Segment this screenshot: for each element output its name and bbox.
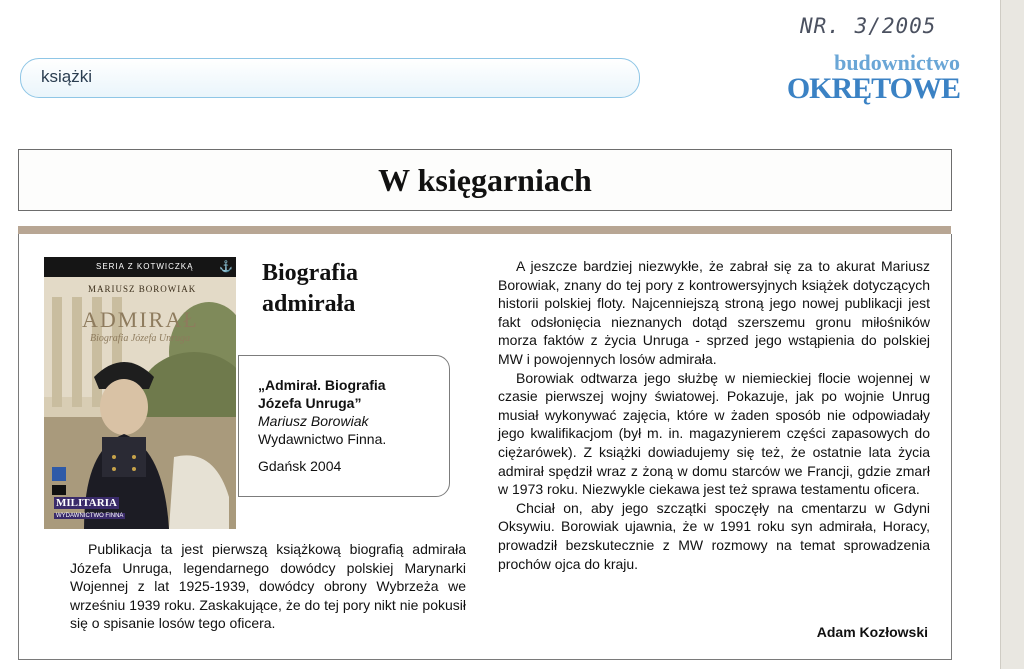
cover-title: ADMIRAŁ bbox=[82, 307, 199, 332]
book-title-line-2: admirała bbox=[262, 291, 356, 317]
author-signature: Adam Kozłowski bbox=[816, 624, 928, 640]
cover-author: MARIUSZ BOROWIAK bbox=[88, 284, 197, 294]
body-paragraph: Borowiak odtwarza jego służbę w niemieckiej flocie wojennej w czasie pierwszej wojny światowej. Pokazuje, jak po wojnie Unrug musiał wykonywać zajęcia, które w żaden sposób nie odpowiadały jego kwalifikacjom (był m. in. magazynierem części zapasowych do ciężarówek). Z książki dowiadujemy się też, że ostatnie lata życia admirał spędził wraz z żoną w domu starców we Francji, gdzie zmarł w 1973 roku. Niezwykle ciekawa jest też sprawa testamentu oficera. bbox=[498, 369, 930, 498]
divider-bar bbox=[18, 226, 951, 234]
cover-subtitle: Biografia Józefa Unruga bbox=[90, 333, 190, 344]
body-paragraph: A jeszcze bardziej niezwykłe, że zabrał się za to akurat Mariusz Borowiak, znany do tej pory z kontrowersyjnych książek dotyczących historii polskiej floty. Najcenniejszą stroną jego nowej publikacji jest fakt odsłonięcia nieznanych dotąd szerszemu gronu miłośników morza faktów z życia Unruga - sprzed jego wstąpienia do polskiej MW i powojennych losów admirała. bbox=[498, 258, 930, 367]
book-title-line-1: Biografia bbox=[262, 260, 358, 286]
publisher-logo-small: WYDAWNICTWO FINNA bbox=[56, 513, 124, 519]
anchor-icon: ⚓ bbox=[219, 261, 233, 273]
info-publisher: Wydawnictwo Finna. bbox=[258, 431, 387, 447]
section-label-pill bbox=[20, 58, 640, 98]
info-title-line-1: „Admirał. Biografia bbox=[258, 377, 386, 393]
issue-number-handwritten: NR. 3/2005 bbox=[800, 14, 937, 38]
info-author: Mariusz Borowiak bbox=[258, 413, 369, 429]
book-cover-image bbox=[44, 257, 236, 529]
logo-line-2: OKRĘTOWE bbox=[786, 72, 960, 105]
logo-line-1: budownictwo bbox=[834, 50, 960, 75]
heading-box bbox=[18, 149, 952, 211]
page-heading: W księgarniach bbox=[378, 162, 592, 198]
book-title bbox=[262, 258, 358, 320]
section-label: książki bbox=[41, 67, 93, 86]
info-title-line-2: Józefa Unruga” bbox=[258, 395, 362, 411]
body-paragraph: Chciał on, aby jego szczątki spoczęły na cmentarzu w Gdyni Oksywiu. Borowiak ujawnia, że w 1991 roku syn admirała, Horacy, prowadził bezskutecznie z MW rozmowy na temat sprowadzenia prochów ojca do kraju. bbox=[498, 499, 930, 572]
magazine-logo bbox=[760, 52, 960, 104]
info-place-year: Gdańsk 2004 bbox=[258, 458, 342, 474]
cover-illustration bbox=[44, 257, 236, 529]
scan-edge bbox=[1000, 0, 1024, 669]
book-info bbox=[258, 376, 448, 475]
publisher-logo: MILITARIA bbox=[56, 497, 117, 509]
cover-series: SERIA Z KOTWICZKĄ bbox=[96, 262, 194, 271]
article-body bbox=[498, 257, 930, 573]
lead-paragraph: Publikacja ta jest pierwszą książkową biografią admirała Józefa Unruga, legendarnego dowódcy polskiej Marynarki Wojennej z lat 1925-1939, dowódcy obrony Wybrzeża we wrześniu 1939 roku. Zaskakujące, że do tej pory nikt nie pokusił się o spisanie losów tego oficera. bbox=[70, 541, 466, 632]
